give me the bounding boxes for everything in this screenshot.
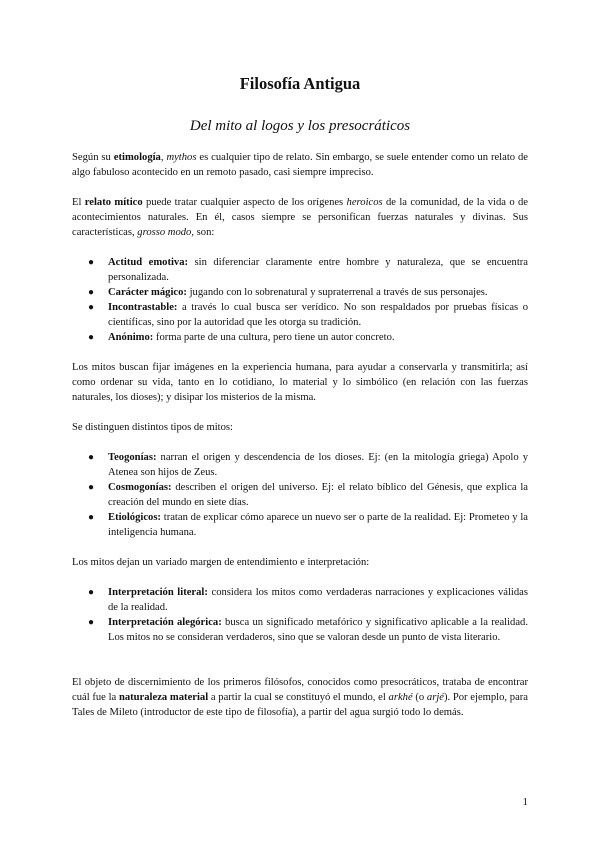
text-run: es cualquier tipo de relato. Sin embargo, se suele entender como un relato de algo fabuloso acontecido en un remoto pasado, casi siempre impreciso.: [72, 152, 529, 178]
italic-term-mythos: mythos: [166, 152, 197, 163]
list-item-text: tratan de explicar cómo aparece un nuevo ser o parte de la realidad. Ej: Prometeo y la inteligencia humana.: [108, 512, 528, 538]
list-item-text: describen el origen del universo. Ej: el relato bíblico del Génesis, que explica la creación del mundo en siete días.: [108, 482, 528, 508]
text-run: , son:: [191, 227, 215, 238]
text-run: (o: [412, 692, 427, 703]
bullet-icon: ●: [88, 617, 95, 628]
paragraph-myth-types-intro: Se distinguen distintos tipos de mitos:: [72, 422, 233, 433]
document-body: [72, 150, 528, 735]
list-item-term: Anónimo:: [108, 332, 154, 343]
italic-term-heroicos: heroicos: [346, 197, 383, 208]
text-run: ). Por ejemplo, para Tales de Mileto (introductor de este tipo de filosofía), a partir del agua surgió todo lo demás.: [72, 692, 529, 718]
text-run: de la comunidad, de la vida o de acontecimientos naturales. En él, casos siempre se personifican fuerzas naturales y divinas. Sus características,: [72, 197, 528, 238]
list-item: [88, 300, 528, 330]
page-number: 1: [522, 796, 528, 808]
list-item-term: Teogonías:: [108, 452, 157, 463]
list-item: [88, 450, 528, 480]
bullet-icon: ●: [88, 512, 95, 523]
text-run: a partir la cual se constituyó el mundo, el: [208, 692, 389, 703]
list-item-term: Interpretación literal:: [108, 587, 208, 598]
list-item-term: Interpretación alegórica:: [108, 617, 222, 628]
text-run: puede tratar cualquier aspecto de los orígenes: [142, 197, 347, 208]
list-item-text: busca un significado metafórico y significativo aplicable a la realidad. Los mitos no se consideran verdaderos, sino que se valoran desde un punto de vista literario.: [108, 617, 528, 643]
italic-term-grosso-modo: grosso modo: [137, 227, 192, 238]
page-title: Filosofía Antigua: [239, 74, 361, 93]
paragraph-mythic-story: [72, 195, 528, 240]
italic-term-arje: arjé: [426, 692, 444, 703]
bullet-icon: ●: [88, 482, 95, 493]
bullet-icon: ●: [88, 257, 95, 268]
list-item-text: a través lo cual busca ser verídico. No son respaldados por pruebas físicas o científicas, sino por la autoridad que les otorga su tradición.: [108, 302, 528, 328]
list-item-term: Carácter mágico:: [108, 287, 187, 298]
paragraph-myth-purpose: Los mitos buscan fijar imágenes en la experiencia humana, para ayudar a conservarla y transmitirla; así como ordenar su vida, tanto en lo cotidiano, lo material y lo simbólico (en relación con las fuerzas naturales, los dioses); y disipar los misterios de la misma.: [72, 362, 528, 403]
paragraph-interpretation-intro: Los mitos dejan un variado margen de entendimiento e interpretación:: [72, 557, 370, 568]
bullet-icon: ●: [88, 332, 95, 343]
list-item-text: jugando con lo sobrenatural y supraterrenal a través de sus personajes.: [186, 287, 488, 298]
list-item: [88, 585, 528, 615]
bullet-icon: ●: [88, 287, 95, 298]
list-item: [88, 285, 528, 300]
list-item: [88, 510, 528, 540]
list-item-text: considera los mitos como verdaderas narraciones y explicaciones válidas de la realidad.: [108, 587, 528, 613]
bullet-icon: ●: [88, 452, 95, 463]
text-run: El: [72, 197, 85, 208]
list-item: [88, 615, 528, 645]
bullet-icon: ●: [88, 302, 95, 313]
text-run: Según su: [72, 152, 114, 163]
bold-term-etimologia: etimología: [113, 152, 161, 163]
list-item: [88, 330, 528, 345]
page-subtitle: Del mito al logos y los presocráticos: [189, 118, 411, 134]
bold-term-relato-mitico: relato mítico: [84, 197, 143, 208]
list-item: [88, 255, 529, 285]
list-item-term: Actitud emotiva:: [108, 257, 189, 268]
list-interpretations: [72, 585, 528, 645]
bullet-icon: ●: [88, 587, 95, 598]
list-item-text: sin diferenciar claramente entre hombre y naturaleza, que se encuentra personalizada.: [108, 257, 529, 283]
list-myth-types: [72, 450, 528, 540]
list-item-term: Incontrastable:: [108, 302, 178, 313]
list-item-term: Etiológicos:: [108, 512, 161, 523]
spacer: [72, 660, 528, 675]
list-item: [88, 480, 528, 510]
list-item-term: Cosmogonías:: [108, 482, 172, 493]
paragraph-presocratics: [72, 675, 528, 720]
list-characteristics: [72, 255, 528, 345]
list-item-text: forma parte de una cultura, pero tiene un autor concreto.: [153, 332, 395, 343]
list-item-text: narran el origen y descendencia de los dioses. Ej: (en la mitología griega) Apolo y Atenea son hijos de Zeus.: [108, 452, 528, 478]
text-run: ,: [160, 152, 167, 163]
text-run: El objeto de discernimiento de los primeros filósofos, conocidos como presocráticos, trataba de encontrar cuál fue la: [72, 677, 528, 703]
bold-term-naturaleza-material: naturaleza material: [118, 692, 209, 703]
italic-term-arkhe: arkhé: [388, 692, 413, 703]
paragraph-etymology: [72, 150, 528, 180]
